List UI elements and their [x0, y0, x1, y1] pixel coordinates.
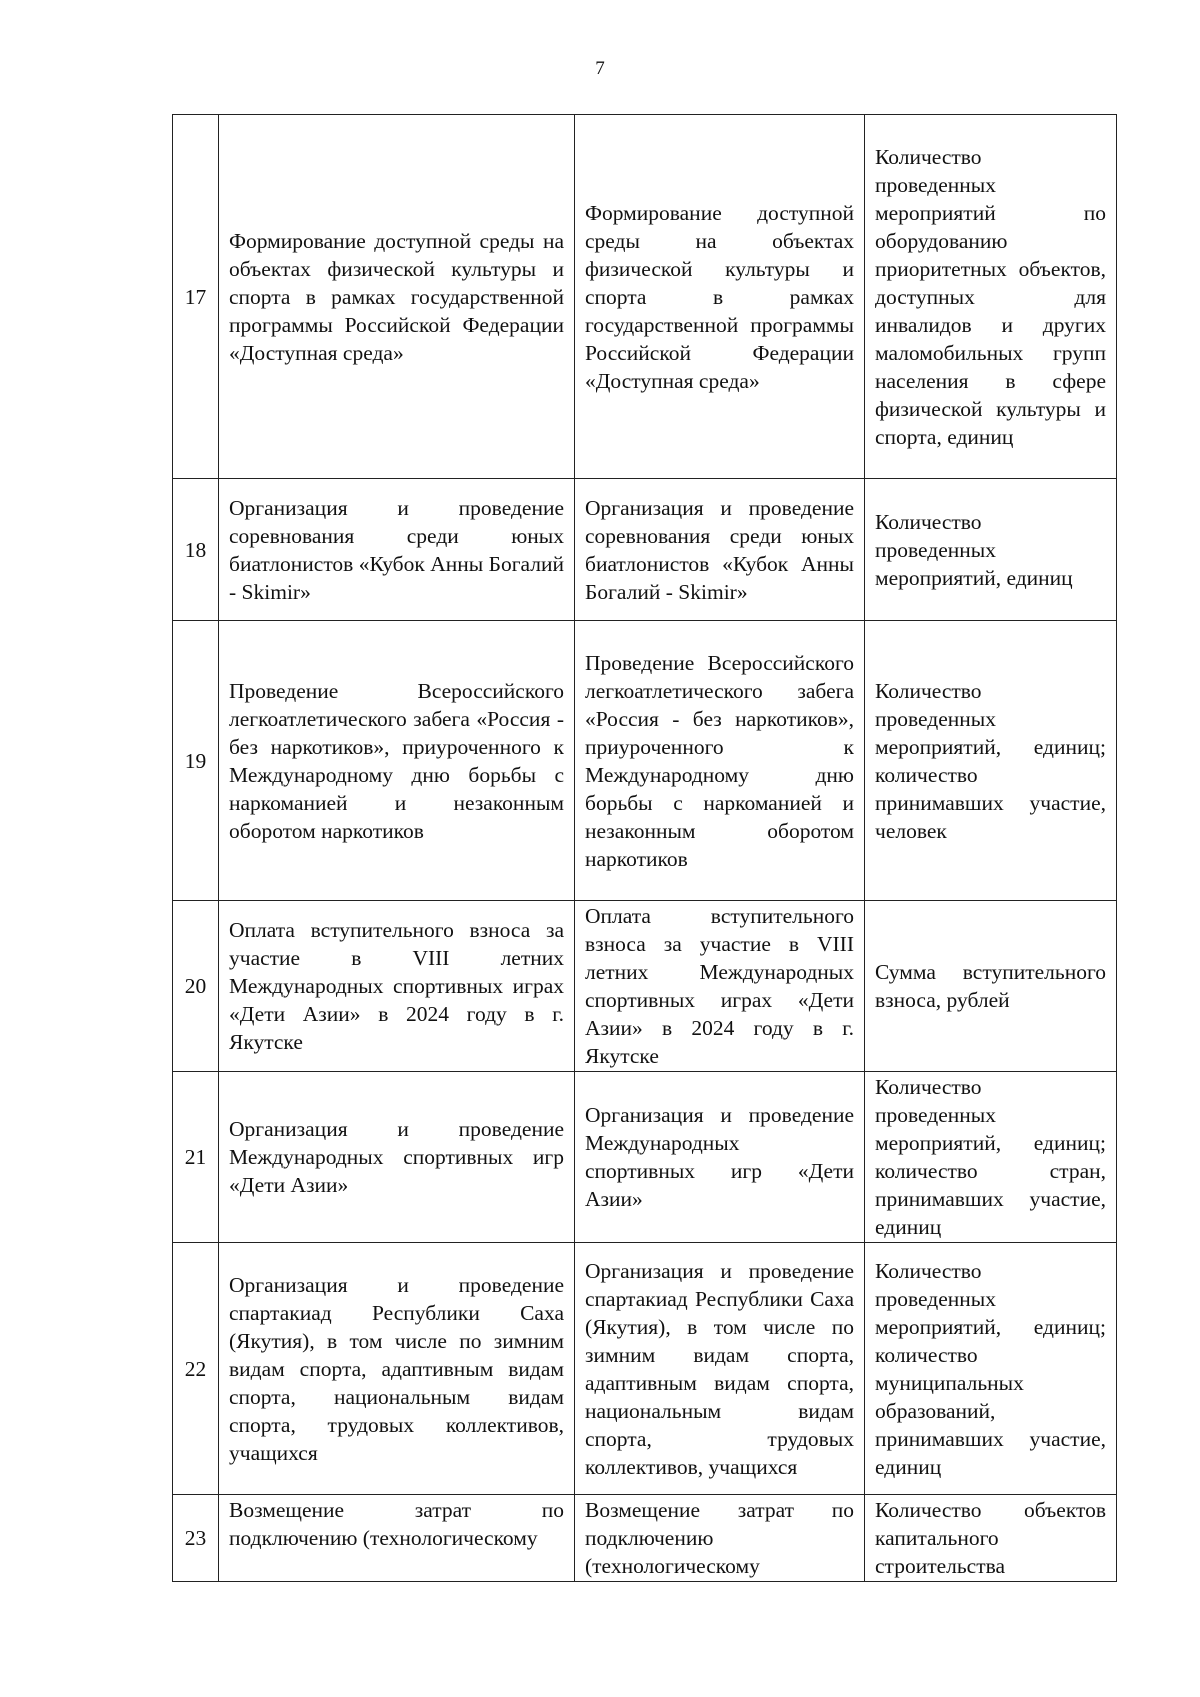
table-row [173, 901, 1117, 1072]
measure-name: Организация и проведение соревнования среди юных биатлонистов «Кубок Анны Богалий - Skimir» [219, 479, 575, 621]
table-row [173, 621, 1117, 901]
row-number: 17 [173, 115, 219, 479]
measure-name: Организация и проведение Международных спортивных игр «Дети Азии» [219, 1072, 575, 1243]
measure-indicator: Количество проведенных мероприятий, единиц [865, 479, 1117, 621]
table-row [173, 479, 1117, 621]
table-row [173, 1495, 1117, 1582]
row-number: 18 [173, 479, 219, 621]
measure-indicator: Количество проведенных мероприятий, единиц; количество принимавших участие, человек [865, 621, 1117, 901]
row-number: 22 [173, 1243, 219, 1495]
measure-description: Организация и проведение спартакиад Республики Саха (Якутия), в том числе по зимним видам спорта, адаптивным видам спорта, национальным видам спорта, трудовых коллективов, учащихся [575, 1243, 865, 1495]
measure-description: Возмещение затрат по подключению (технологическому [575, 1495, 865, 1582]
table-row [173, 115, 1117, 479]
measure-description: Организация и проведение Международных спортивных игр «Дети Азии» [575, 1072, 865, 1243]
measure-indicator: Количество проведенных мероприятий, единиц; количество муниципальных образований, принимавших участие, единиц [865, 1243, 1117, 1495]
row-number: 20 [173, 901, 219, 1072]
table-row [173, 1072, 1117, 1243]
measure-name: Проведение Всероссийского легкоатлетического забега «Россия - без наркотиков», приуроченного к Международному дню борьбы с наркоманией и незаконным оборотом наркотиков [219, 621, 575, 901]
row-number: 23 [173, 1495, 219, 1582]
measure-indicator: Количество проведенных мероприятий, единиц; количество стран, принимавших участие, единиц [865, 1072, 1117, 1243]
measure-indicator: Сумма вступительного взноса, рублей [865, 901, 1117, 1072]
page-number: 7 [595, 58, 605, 79]
measure-name: Формирование доступной среды на объектах физической культуры и спорта в рамках государственной программы Российской Федерации «Доступная среда» [219, 115, 575, 479]
row-number: 19 [173, 621, 219, 901]
measure-description: Формирование доступной среды на объектах физической культуры и спорта в рамках государственной программы Российской Федерации «Доступная среда» [575, 115, 865, 479]
measure-indicator: Количество объектов капитального строительства [865, 1495, 1117, 1582]
measure-description: Проведение Всероссийского легкоатлетического забега «Россия - без наркотиков», приуроченного к Международному дню борьбы с наркоманией и незаконным оборотом наркотиков [575, 621, 865, 901]
measure-name: Возмещение затрат по подключению (технологическому [219, 1495, 575, 1582]
measure-name: Организация и проведение спартакиад Республики Саха (Якутия), в том числе по зимним видам спорта, адаптивным видам спорта, национальным видам спорта, трудовых коллективов, учащихся [219, 1243, 575, 1495]
measure-description: Организация и проведение соревнования среди юных биатлонистов «Кубок Анны Богалий - Skimir» [575, 479, 865, 621]
measures-table [172, 114, 1117, 1582]
measure-indicator: Количество проведенных мероприятий по оборудованию приоритетных объектов, доступных для инвалидов и других маломобильных групп населения в сфере физической культуры и спорта, единиц [865, 115, 1117, 479]
measure-description: Оплата вступительного взноса за участие в VIII летних Международных спортивных играх «Дети Азии» в 2024 году в г. Якутске [575, 901, 865, 1072]
row-number: 21 [173, 1072, 219, 1243]
table-row [173, 1243, 1117, 1495]
measure-name: Оплата вступительного взноса за участие в VIII летних Международных спортивных играх «Дети Азии» в 2024 году в г. Якутске [219, 901, 575, 1072]
